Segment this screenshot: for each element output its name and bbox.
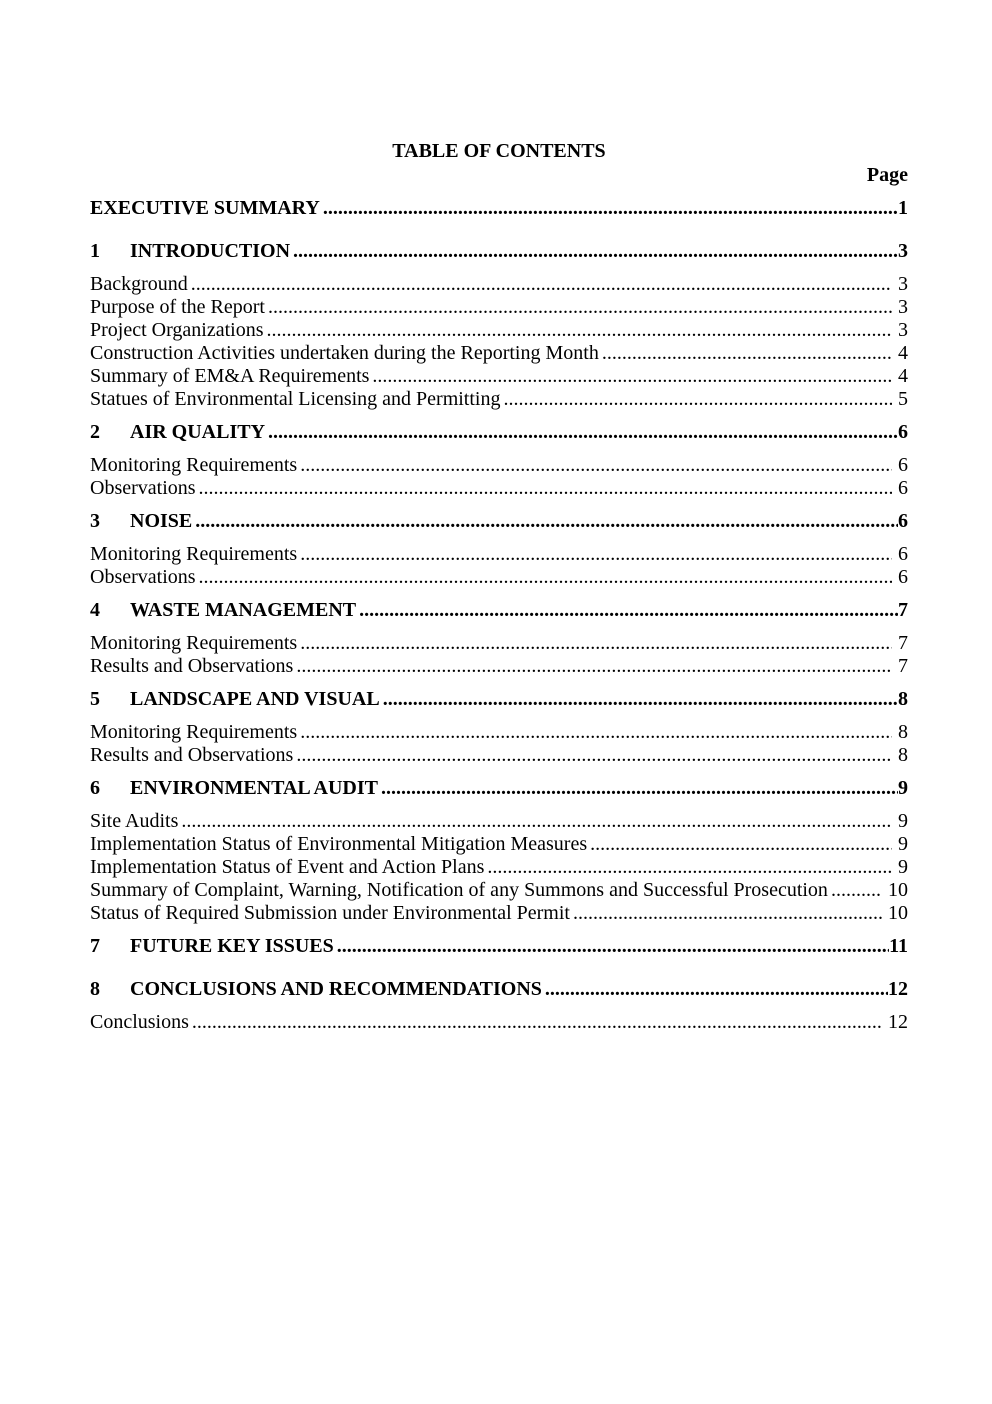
page-title: TABLE OF CONTENTS — [392, 140, 606, 162]
toc-dot-leader — [323, 197, 898, 220]
toc-dot-leader — [199, 477, 892, 500]
toc-entry — [90, 296, 908, 319]
toc-entry-label: Observations — [90, 477, 196, 499]
toc-dot-leader — [191, 273, 892, 296]
toc-entry — [90, 589, 908, 632]
toc-entry — [90, 342, 908, 365]
toc-entry — [90, 1011, 908, 1034]
toc-entry-page: 7 — [898, 632, 908, 654]
toc-dot-leader — [296, 744, 892, 767]
toc-entry — [90, 187, 908, 230]
toc-entry-page: 6 — [898, 543, 908, 565]
toc-entry-label: Construction Activities undertaken during the Reporting Month — [90, 342, 599, 364]
toc-entry — [90, 968, 908, 1011]
toc-dot-leader — [195, 510, 898, 533]
toc-entry-page: 5 — [898, 388, 908, 410]
toc-dot-leader — [590, 833, 892, 856]
toc-dot-leader — [266, 319, 892, 342]
page-column-label: Page — [866, 164, 908, 186]
toc-entry-label: INTRODUCTION — [130, 240, 291, 262]
toc-entry-label: Conclusions — [90, 1011, 189, 1033]
toc-entry-label: Project Organizations — [90, 319, 264, 341]
toc-entry — [90, 879, 908, 902]
toc-dot-leader — [487, 856, 892, 879]
toc-entry — [90, 833, 908, 856]
toc-entry — [90, 632, 908, 655]
toc-entry-number: 6 — [90, 777, 100, 799]
toc-entry-label: Implementation Status of Event and Action Plans — [90, 856, 485, 878]
toc-entry-number: 5 — [90, 688, 100, 710]
toc-dot-leader — [293, 240, 898, 263]
toc-entry-number: 7 — [90, 935, 100, 957]
toc-dot-leader — [381, 777, 898, 800]
toc-entry-label: Summary of Complaint, Warning, Notification of any Summons and Successful Prosecution — [90, 879, 828, 901]
toc-entry-label: Monitoring Requirements — [90, 632, 298, 654]
toc-dot-leader — [199, 566, 892, 589]
toc-entry — [90, 767, 908, 810]
toc-entry — [90, 365, 908, 388]
toc-dot-leader — [268, 421, 898, 444]
toc-entry — [90, 477, 908, 500]
toc-dot-leader — [573, 902, 882, 925]
toc-dot-leader — [300, 721, 892, 744]
toc-dot-leader — [300, 454, 892, 477]
toc-entry-number: 8 — [90, 978, 100, 1000]
toc-entry-page: 7 — [898, 655, 908, 677]
toc-entry-page: 8 — [898, 721, 908, 743]
toc-entry-page: 12 — [888, 1011, 908, 1033]
toc-entry — [90, 273, 908, 296]
toc-entry-number: 4 — [90, 599, 100, 621]
toc-entry-label: Status of Required Submission under Environmental Permit — [90, 902, 570, 924]
toc-entry-page: 4 — [898, 342, 908, 364]
toc-entry-page: 7 — [898, 599, 908, 621]
toc-entry-label: FUTURE KEY ISSUES — [130, 935, 334, 957]
toc-entry-page: 6 — [898, 510, 908, 532]
toc-entry-page: 1 — [898, 197, 908, 219]
toc-entry — [90, 543, 908, 566]
toc-entry — [90, 744, 908, 767]
toc-dot-leader — [181, 810, 892, 833]
toc-entry-page: 8 — [898, 688, 908, 710]
toc-entry-label: Results and Observations — [90, 744, 294, 766]
toc-entry-page: 3 — [898, 296, 908, 318]
toc-entry-number: 1 — [90, 240, 100, 262]
toc-entry-label: NOISE — [130, 510, 193, 532]
toc-entry-label: Monitoring Requirements — [90, 454, 298, 476]
toc-list — [90, 187, 908, 1034]
toc-entry-page: 4 — [898, 365, 908, 387]
toc-dot-leader — [372, 365, 892, 388]
toc-entry-page: 6 — [898, 566, 908, 588]
toc-dot-leader — [296, 655, 892, 678]
toc-entry — [90, 678, 908, 721]
toc-entry-page: 6 — [898, 421, 908, 443]
toc-entry-label: Site Audits — [90, 810, 179, 832]
toc-entry-page: 6 — [898, 477, 908, 499]
toc-dot-leader — [300, 632, 892, 655]
toc-entry-label: Monitoring Requirements — [90, 543, 298, 565]
toc-entry — [90, 810, 908, 833]
toc-entry — [90, 902, 908, 925]
toc-entry — [90, 411, 908, 454]
toc-entry-page: 8 — [898, 744, 908, 766]
toc-dot-leader — [268, 296, 892, 319]
toc-entry-page: 10 — [888, 879, 908, 901]
toc-entry-page: 9 — [898, 833, 908, 855]
toc-entry — [90, 230, 908, 273]
toc-entry — [90, 319, 908, 342]
toc-dot-leader — [545, 978, 888, 1001]
toc-entry-page: 9 — [898, 777, 908, 799]
toc-entry-page: 9 — [898, 810, 908, 832]
toc-entry-label: Purpose of the Report — [90, 296, 265, 318]
toc-entry — [90, 500, 908, 543]
toc-dot-leader — [192, 1011, 882, 1034]
toc-entry-number: 3 — [90, 510, 100, 532]
toc-entry — [90, 566, 908, 589]
toc-entry-label: Results and Observations — [90, 655, 294, 677]
toc-dot-leader — [300, 543, 892, 566]
toc-entry-page: 11 — [889, 935, 908, 957]
toc-entry-page: 10 — [888, 902, 908, 924]
toc-dot-leader — [831, 879, 882, 902]
toc-entry-label: LANDSCAPE AND VISUAL — [130, 688, 380, 710]
toc-entry-label: ENVIRONMENTAL AUDIT — [130, 777, 378, 799]
toc-entry-label: Background — [90, 273, 188, 295]
toc-dot-leader — [337, 935, 889, 958]
toc-entry-page: 6 — [898, 454, 908, 476]
toc-entry — [90, 454, 908, 477]
toc-entry-page: 3 — [898, 319, 908, 341]
toc-entry — [90, 856, 908, 879]
toc-entry-page: 9 — [898, 856, 908, 878]
toc-entry — [90, 721, 908, 744]
toc-dot-leader — [503, 388, 892, 411]
toc-entry-label: WASTE MANAGEMENT — [130, 599, 357, 621]
toc-entry-label: Summary of EM&A Requirements — [90, 365, 370, 387]
toc-entry-label: Statues of Environmental Licensing and Permitting — [90, 388, 501, 410]
toc-entry-label: Observations — [90, 566, 196, 588]
toc-entry-label: CONCLUSIONS AND RECOMMENDATIONS — [130, 978, 542, 1000]
toc-entry-page: 3 — [898, 273, 908, 295]
toc-entry-label: Implementation Status of Environmental Mitigation Measures — [90, 833, 588, 855]
toc-dot-leader — [359, 599, 898, 622]
toc-entry — [90, 655, 908, 678]
toc-entry — [90, 925, 908, 968]
toc-dot-leader — [383, 688, 898, 711]
toc-entry-label: EXECUTIVE SUMMARY — [90, 197, 320, 219]
toc-entry-page: 3 — [898, 240, 908, 262]
toc-entry-label: Monitoring Requirements — [90, 721, 298, 743]
toc-entry — [90, 388, 908, 411]
toc-entry-number: 2 — [90, 421, 100, 443]
toc-entry-label: AIR QUALITY — [130, 421, 266, 443]
toc-entry-page: 12 — [888, 978, 908, 1000]
toc-dot-leader — [602, 342, 892, 365]
